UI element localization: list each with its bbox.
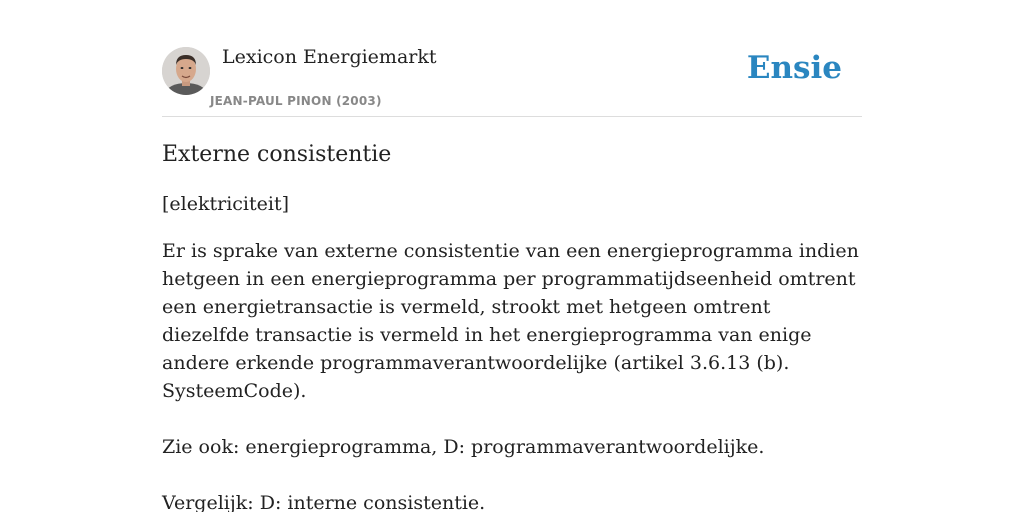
author-name[interactable]: JEAN-PAUL PINON (2003) — [210, 94, 382, 108]
entry-definition: Er is sprake van externe consistentie van een energieprogramma indien hetgeen in een energieprogramma per programmatijdseenheid omtrent een energietransactie is vermeld, strookt met hetgeen omtrent diezelfde transactie is vermeld in het energieprogramma van enige andere erkende programmaverantwoordelijke (artikel 3.6.13 (b). SysteemCode). — [162, 240, 859, 402]
see-also-text: Zie ook: energieprogramma, D: programmaverantwoordelijke. — [162, 436, 765, 458]
brand-logo[interactable]: Ensie — [746, 50, 842, 86]
author-avatar — [162, 47, 210, 95]
book-title[interactable]: Lexicon Energiemarkt — [222, 46, 437, 68]
entry-category: [elektriciteit] — [162, 193, 290, 215]
entry-content — [162, 140, 862, 512]
compare-text: Vergelijk: D: interne consistentie. — [162, 492, 486, 512]
page-header — [162, 44, 862, 117]
entry-title: Externe consistentie — [162, 142, 392, 167]
